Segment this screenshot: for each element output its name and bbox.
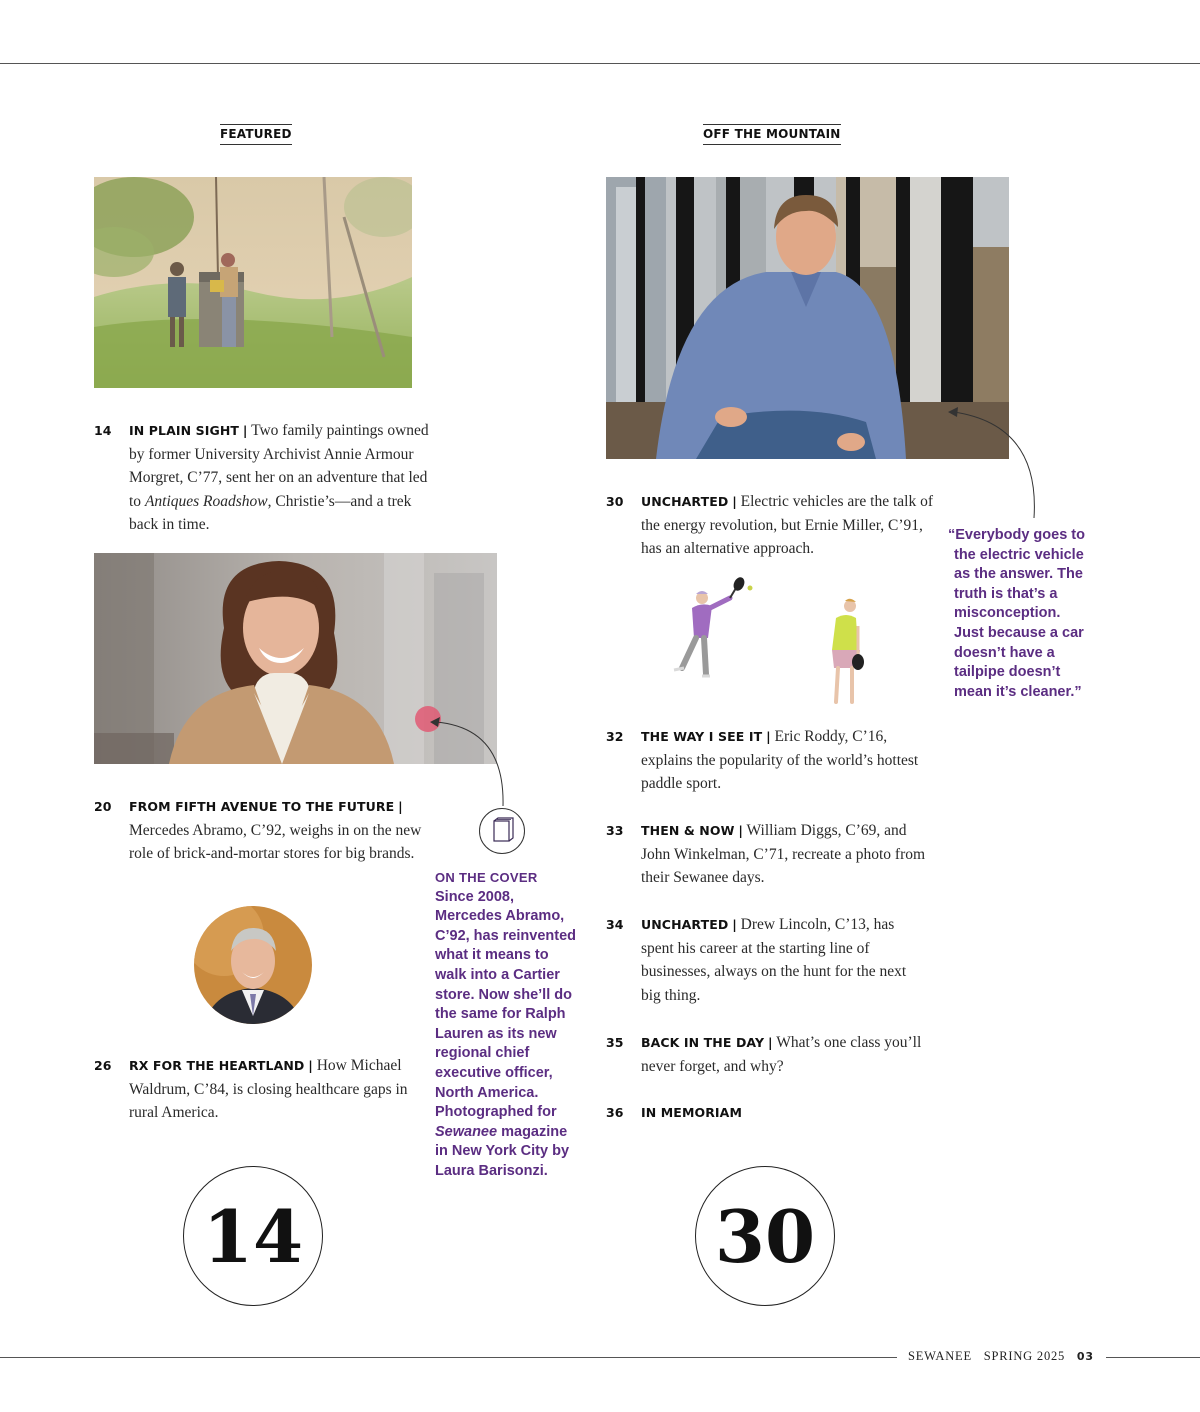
page-number: 35 <box>606 1035 624 1050</box>
entry-kicker: UNCHARTED <box>641 494 729 509</box>
entry-kicker: IN MEMORIAM <box>641 1105 742 1120</box>
footer-folio <box>908 1349 1094 1364</box>
entry-text-italic: Antiques Roadshow <box>144 492 268 510</box>
entry-text: William Diggs, C’69, and John Winkelman, C’71, recreate a photo from their Sewanee days. <box>641 822 926 886</box>
entry-kicker: UNCHARTED <box>641 917 729 932</box>
page-number: 34 <box>606 917 624 932</box>
separator: | <box>766 729 771 744</box>
entry-kicker: THE WAY I SEE IT <box>641 729 763 744</box>
pickleball-illustration <box>660 576 880 710</box>
pull-quote: “Everybody goes to the electric vehicle as the answer. The truth is that’s a misconception. Just because a car doesn’t have a tailpipe doesn’t mean it’s cleaner.” <box>948 527 1085 700</box>
entry-text: Drew Lincoln, C’13, has spent his career at the starting line of businesses, always on the hunt for the next big thing. <box>641 916 907 1004</box>
cover-caption-end: magazine in New York City by Laura Barisonzi. <box>435 1123 570 1179</box>
top-rule <box>0 63 1200 64</box>
page-number: 20 <box>94 799 112 814</box>
toc-entry-30[interactable] <box>606 490 936 561</box>
page-number: 33 <box>606 823 624 838</box>
quote-callout-arrow <box>940 400 1050 525</box>
separator: | <box>738 823 743 838</box>
page-number: 14 <box>94 423 112 438</box>
entry-text: What’s one class you’ll never forget, and why? <box>641 1034 922 1075</box>
entry-text: Two family paintings owned by former University Archivist Annie Armour Morgret, C’77, sent her on an adventure that led to <box>129 422 429 510</box>
toc-entry-36[interactable] <box>606 1101 926 1125</box>
entry-text: Electric vehicles are the talk of the energy revolution, but Ernie Miller, C’91, has an alternative approach. <box>641 493 934 557</box>
entry-kicker: BACK IN THE DAY <box>641 1035 765 1050</box>
footer-magazine: SEWANEE <box>908 1349 972 1363</box>
separator: | <box>398 799 403 814</box>
toc-entry-20[interactable] <box>94 795 424 866</box>
footer-rule-left <box>0 1357 897 1358</box>
feature-number-30: 30 <box>695 1166 835 1306</box>
separator: | <box>308 1058 313 1073</box>
toc-entry-34[interactable] <box>606 913 926 1007</box>
entry-kicker: RX FOR THE HEARTLAND <box>129 1058 305 1073</box>
footer-page-number: 03 <box>1076 1350 1094 1363</box>
separator: | <box>732 917 737 932</box>
entry-kicker: THEN & NOW <box>641 823 735 838</box>
feature-number-14: 14 <box>183 1166 323 1306</box>
toc-entry-32[interactable] <box>606 725 926 796</box>
page-number: 32 <box>606 729 624 744</box>
cover-callout-arrow <box>400 700 520 820</box>
page-number: 26 <box>94 1058 112 1073</box>
entry-text: Mercedes Abramo, C’92, weighs in on the new role of brick-and-mortar stores for big brands. <box>129 821 422 862</box>
toc-entry-14[interactable] <box>94 419 434 537</box>
cover-caption-italic: Sewanee <box>435 1123 498 1140</box>
separator: | <box>732 494 737 509</box>
painting-image <box>94 177 412 388</box>
toc-entry-33[interactable] <box>606 819 936 890</box>
toc-entry-26[interactable] <box>94 1054 414 1125</box>
cover-caption <box>435 868 580 1182</box>
headshot-image <box>194 906 312 1024</box>
page-number: 36 <box>606 1105 624 1120</box>
footer-issue: SPRING 2025 <box>983 1349 1066 1363</box>
toc-entry-35[interactable] <box>606 1031 946 1078</box>
cover-caption-kicker: ON THE COVER <box>435 870 538 885</box>
entry-kicker: FROM FIFTH AVENUE TO THE FUTURE <box>129 799 395 814</box>
section-label-featured: FEATURED <box>220 124 292 145</box>
entry-text-end: , Christie’s—and a trek back in time. <box>129 492 412 533</box>
section-label-off-the-mountain: OFF THE MOUNTAIN <box>703 124 841 145</box>
entry-text: How Michael Waldrum, C’84, is closing healthcare gaps in rural America. <box>129 1057 408 1121</box>
separator: | <box>768 1035 773 1050</box>
page-number: 30 <box>606 494 624 509</box>
footer-rule-right <box>1106 1357 1200 1358</box>
entry-text: Eric Roddy, C’16, explains the popularity of the world’s hottest paddle sport. <box>641 728 919 792</box>
book-icon <box>479 808 525 854</box>
entry-kicker: IN PLAIN SIGHT <box>129 423 240 438</box>
cover-caption-text: Since 2008, Mercedes Abramo, C’92, has reinvented what it means to walk into a Cartier store. Now she’ll do the same for Ralph Lauren as its new regional chief executive officer, North America. Photographed for <box>435 888 577 1121</box>
separator: | <box>242 423 248 438</box>
